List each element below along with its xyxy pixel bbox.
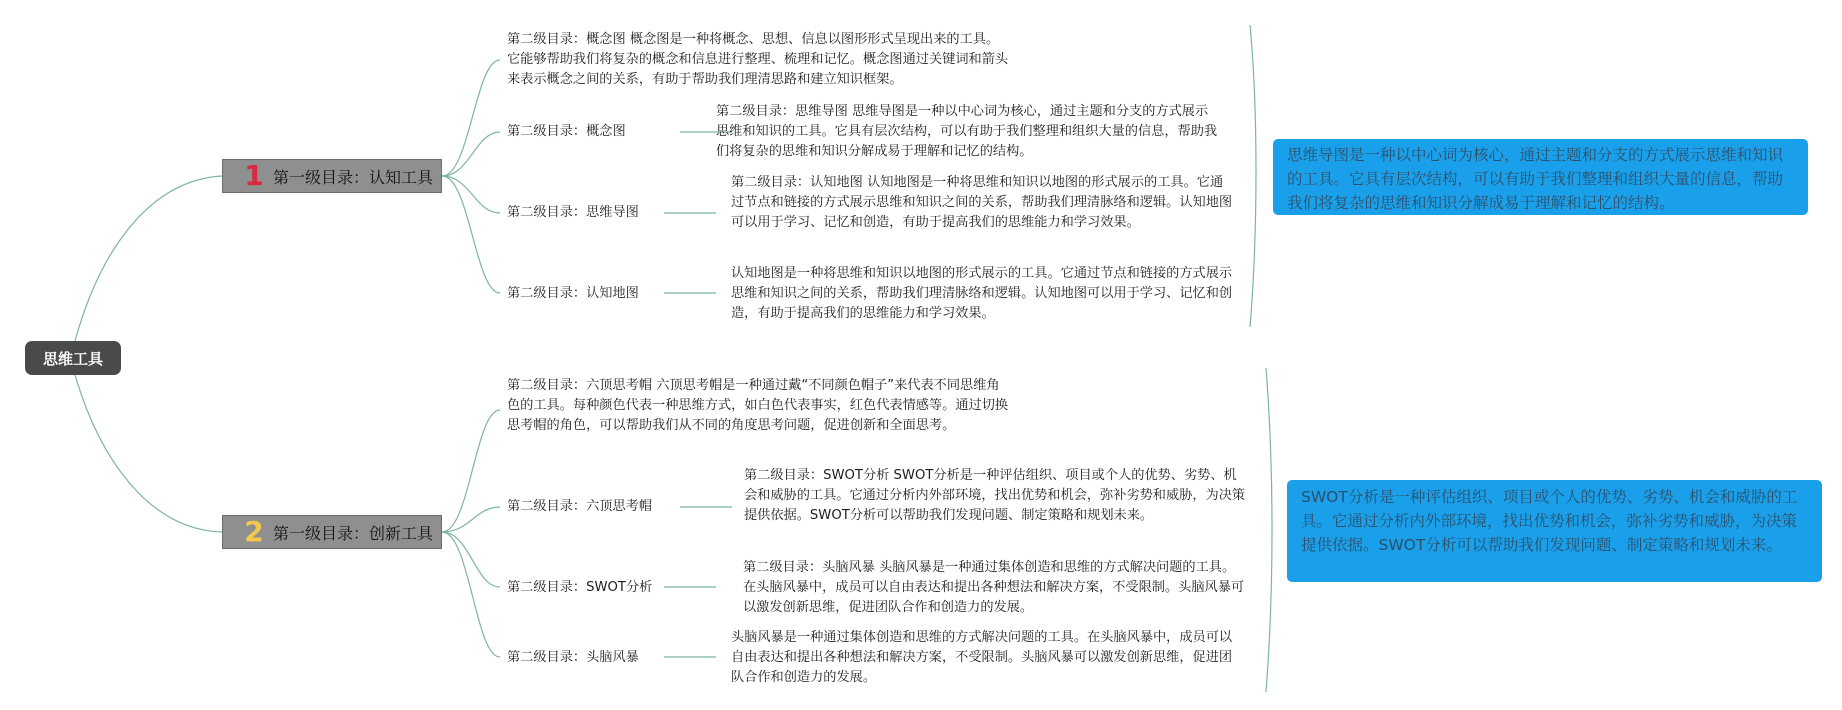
- subtopic-node[interactable]: 第二级目录：思维导图: [507, 205, 639, 220]
- subtopic-detail: 第二级目录：SWOT分析 SWOT分析是一种评估组织、项目或个人的优势、劣势、机会和威胁的工具。它通过分析内外部环境，找出优势和机会，弥补劣势和威胁，为决策提供依据。SWOT分析可以帮助我们发现问题、制定策略和规划未来。: [744, 468, 1246, 523]
- subtopic-node[interactable]: 第二级目录：六顶思考帽: [507, 499, 653, 514]
- subtopic-detail: 认知地图是一种将思维和知识以地图的形式展示的工具。它通过节点和链接的方式展示思维和知识之间的关系，帮助我们理清脉络和逻辑。认知地图可以用于学习、记忆和创造，有助于提高我们的思维能力和学习效果。: [731, 266, 1233, 321]
- branch-label: 第一级目录：认知工具: [273, 167, 434, 187]
- number-badge: 2: [244, 515, 264, 548]
- summary-box[interactable]: SWOT分析是一种评估组织、项目或个人的优势、劣势、机会和威胁的工具。它通过分析内外部环境，找出优势和机会，弥补劣势和威胁，为决策提供依据。SWOT分析可以帮助我们发现问题、制定策略和规划未来。: [1287, 480, 1822, 582]
- subtopic-node[interactable]: 第二级目录：头脑风暴: [507, 650, 639, 665]
- number-badge: 1: [244, 159, 264, 192]
- subtopic-detail: 第二级目录：认知地图 认知地图是一种将思维和知识以地图的形式展示的工具。它通过节点和链接的方式展示思维和知识之间的关系，帮助我们理清脉络和逻辑。认知地图可以用于学习、记忆和创造，有助于提高我们的思维能力和学习效果。: [731, 175, 1233, 230]
- branch-label: 第一级目录：创新工具: [273, 523, 434, 543]
- root-label: 思维工具: [42, 349, 103, 368]
- branch-node-innovation-tools[interactable]: [222, 515, 442, 549]
- subtopic-text: 第二级目录：六顶思考帽 六顶思考帽是一种通过戴“不同颜色帽子”来代表不同思维角色的工具。每种颜色代表一种思维方式，如白色代表事实，红色代表情感等。通过切换思考帽的角色，可以帮助我们从不同的角度思考问题，促进创新和全面思考。: [507, 378, 1009, 433]
- subtopic-detail: 头脑风暴是一种通过集体创造和思维的方式解决问题的工具。在头脑风暴中，成员可以自由表达和提出各种想法和解决方案，不受限制。头脑风暴可以激发创新思维，促进团队合作和创造力的发展。: [731, 630, 1233, 685]
- subtopic-detail: 第二级目录：头脑风暴 头脑风暴是一种通过集体创造和思维的方式解决问题的工具。在头脑风暴中，成员可以自由表达和提出各种想法和解决方案，不受限制。头脑风暴可以激发创新思维，促进团队合作和创造力的发展。: [743, 560, 1245, 615]
- summary-box[interactable]: 思维导图是一种以中心词为核心，通过主题和分支的方式展示思维和知识的工具。它具有层次结构，可以有助于我们整理和组织大量的信息，帮助我们将复杂的思维和知识分解成易于理解和记忆的结构。: [1273, 139, 1808, 215]
- subtopic-node[interactable]: 第二级目录：概念图: [507, 124, 626, 139]
- branch-node-cognitive-tools[interactable]: [222, 159, 442, 193]
- subtopic-text: 第二级目录：概念图 概念图是一种将概念、思想、信息以图形形式呈现出来的工具。它能够帮助我们将复杂的概念和信息进行整理、梳理和记忆。概念图通过关键词和箭头来表示概念之间的关系，有助于帮助我们理清思路和建立知识框架。: [507, 32, 1009, 87]
- subtopic-detail: 第二级目录：思维导图 思维导图是一种以中心词为核心，通过主题和分支的方式展示思维和知识的工具。它具有层次结构，可以有助于我们整理和组织大量的信息，帮助我们将复杂的思维和知识分解成易于理解和记忆的结构。: [716, 104, 1218, 159]
- root-node[interactable]: [25, 341, 121, 375]
- subtopic-node[interactable]: 第二级目录：认知地图: [507, 286, 639, 301]
- subtopic-node[interactable]: 第二级目录：SWOT分析: [507, 580, 653, 595]
